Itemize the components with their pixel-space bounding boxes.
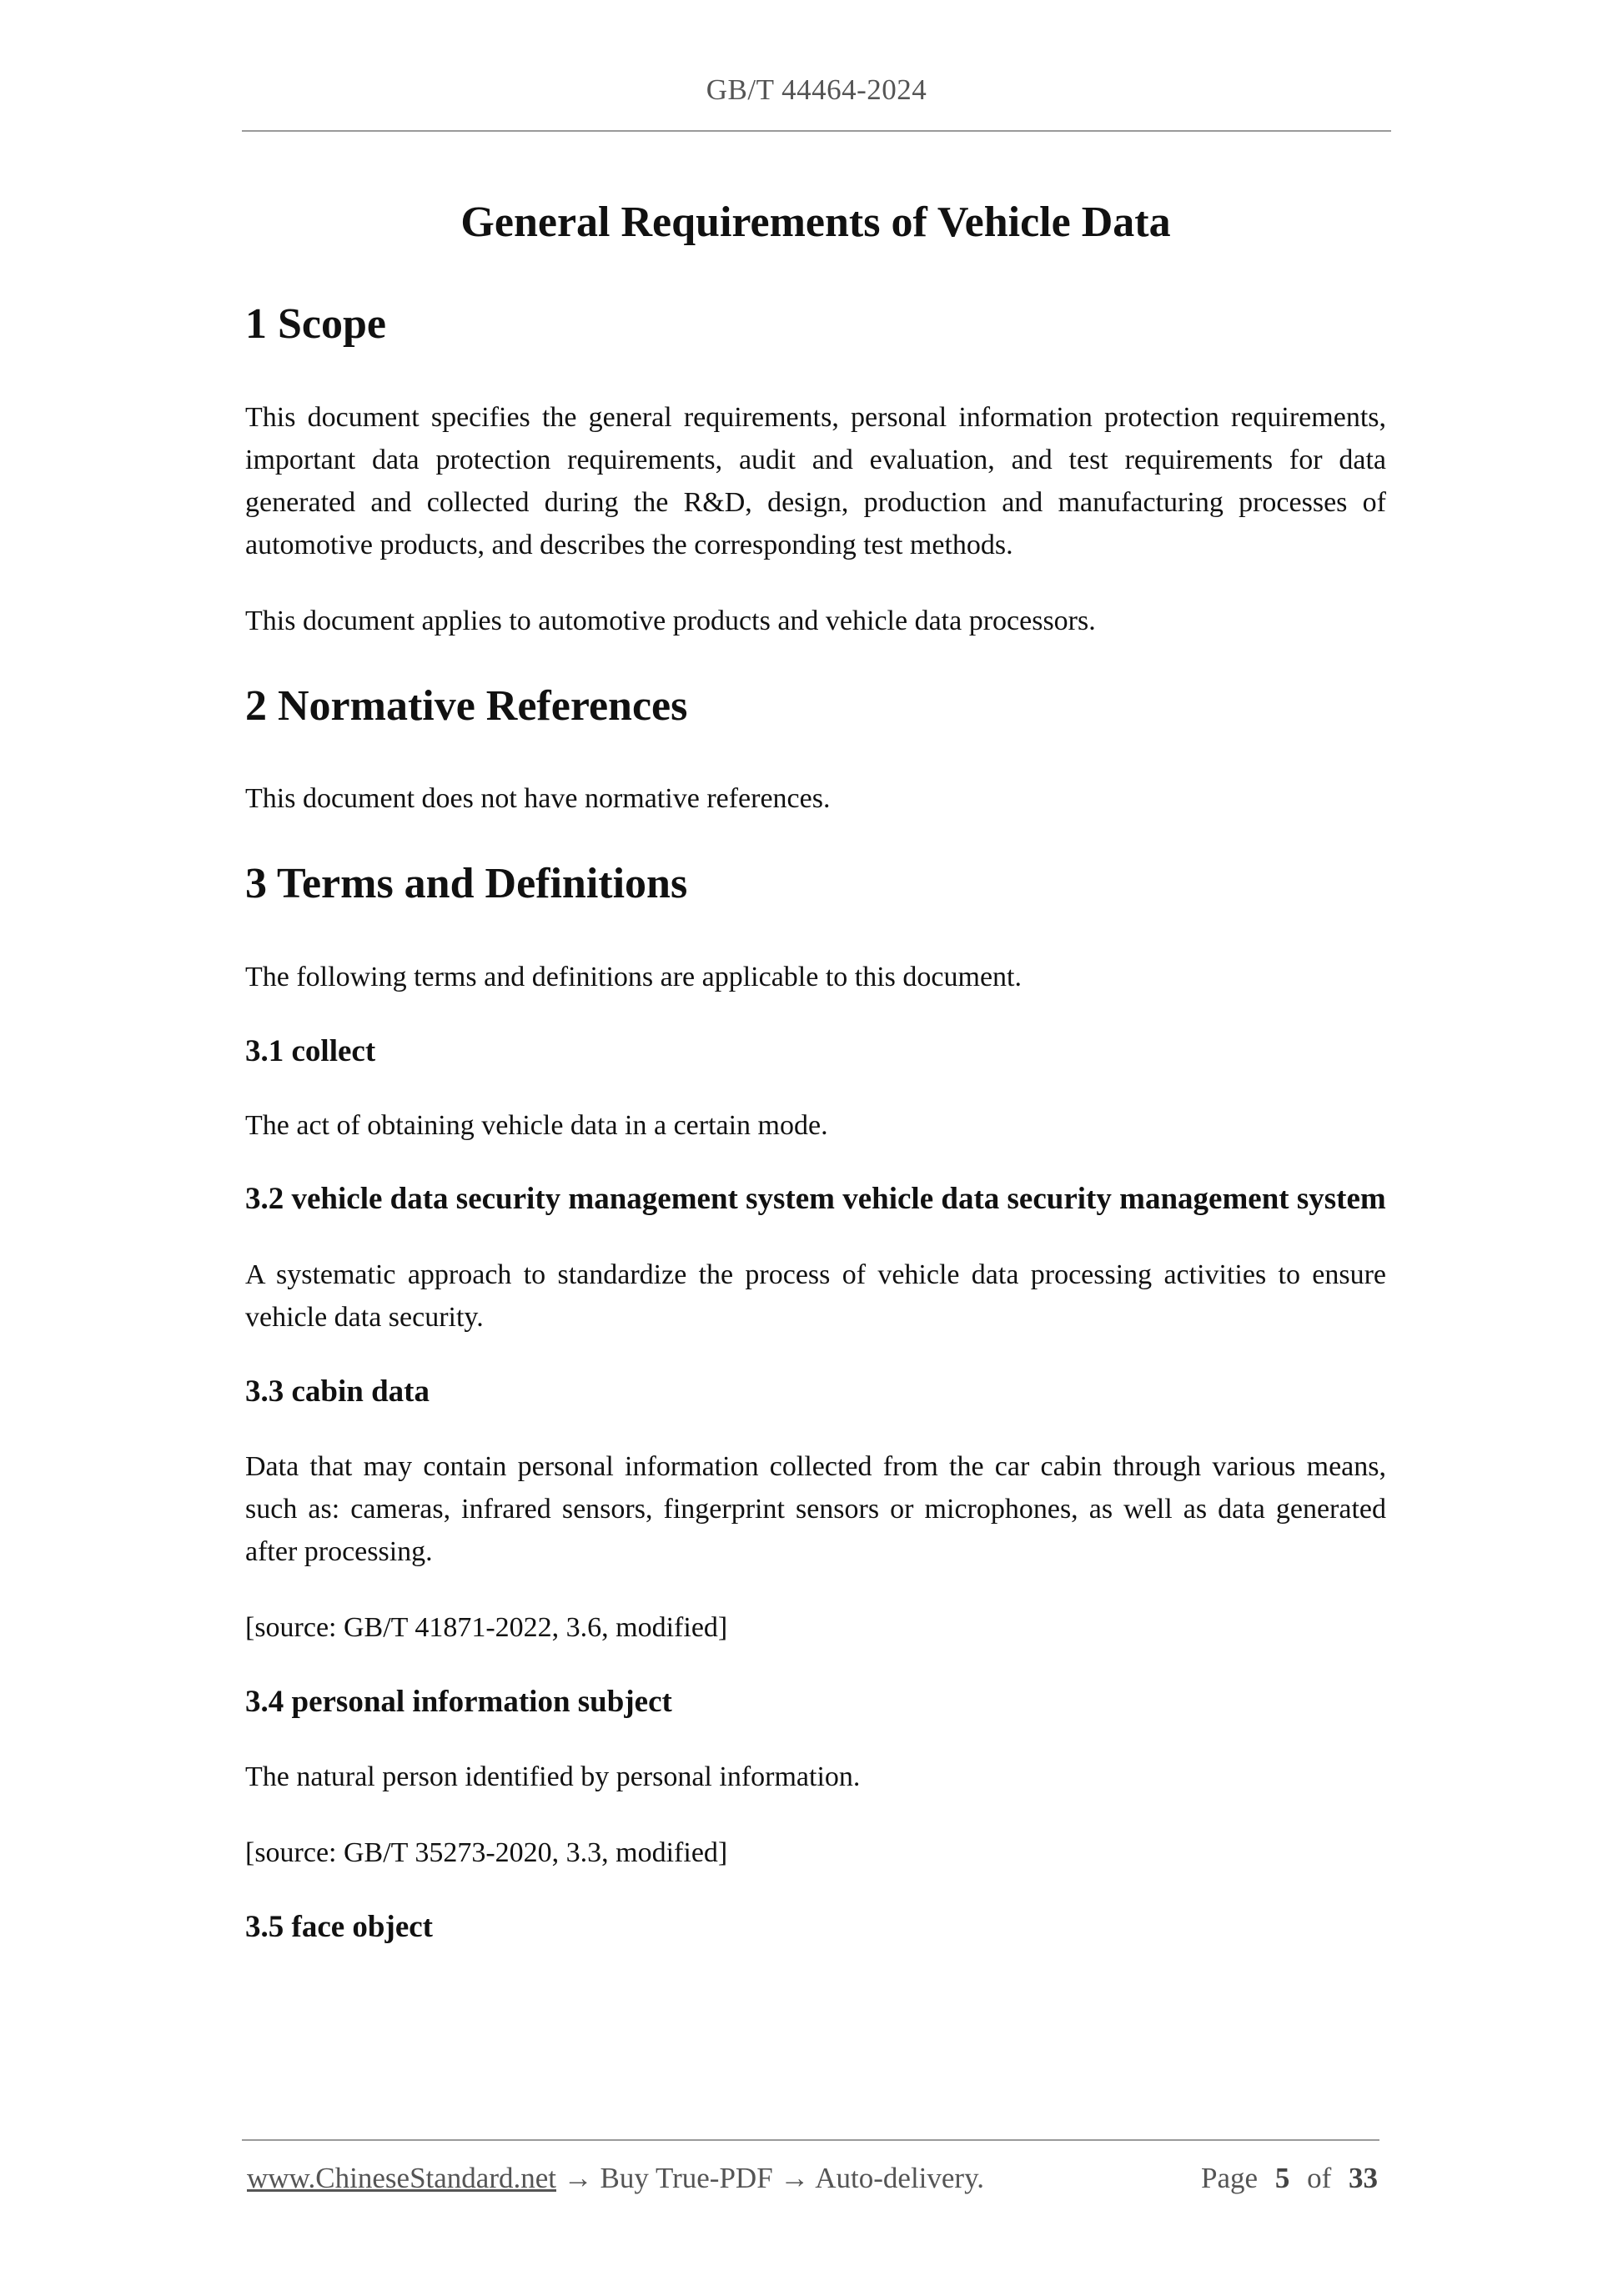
- document-title: General Requirements of Vehicle Data: [460, 198, 1171, 246]
- footer-divider: [242, 2139, 1379, 2141]
- term-source-cabin-data: [source: GB/T 41871-2022, 3.6, modified]: [245, 1612, 728, 1644]
- chinesestandard-link[interactable]: www.ChineseStandard.net: [247, 2162, 556, 2194]
- page-indicator: [1201, 2162, 1378, 2195]
- section-heading-scope: 1 Scope: [245, 300, 386, 349]
- scope-paragraph-1: This document specifies the general requirements, personal information protection requirements, important data protection requirements, audit and evaluation, and test requirements for data generated and collected during the R&D, design, production and manufacturing processes of automotive products, and describes the corresponding test methods.: [245, 401, 1386, 560]
- buy-true-pdf-text: Buy True-PDF: [600, 2162, 773, 2194]
- arrow-right-icon: →: [563, 2162, 593, 2194]
- term-definition-personal-info-subject: The natural person identified by personal information.: [245, 1761, 861, 1792]
- page-footer: [247, 2162, 1378, 2195]
- page-content: [245, 192, 1386, 1949]
- header-divider: [242, 130, 1391, 132]
- term-heading-personal-info-subject: 3.4 personal information subject: [245, 1685, 672, 1720]
- term-heading-face-object: 3.5 face object: [245, 1909, 433, 1944]
- term-definition-collect: The act of obtaining vehicle data in a certain mode.: [245, 1110, 828, 1142]
- term-definition-cabin-data: Data that may contain personal information collected from the car cabin through various means, such as: cameras, infrared sensors, fingerprint sensors or microphones, as well as data generated after processing.: [245, 1451, 1386, 1568]
- terms-intro-paragraph: The following terms and definitions are applicable to this document.: [245, 961, 1022, 992]
- term-heading-vdsms: 3.2 vehicle data security management system vehicle data security management system: [245, 1182, 1386, 1217]
- section-heading-normative-references: 2 Normative References: [245, 681, 688, 730]
- auto-delivery-text: Auto-delivery.: [815, 2162, 985, 2194]
- scope-paragraph-2: This document applies to automotive products and vehicle data processors.: [245, 605, 1096, 636]
- term-heading-collect: 3.1 collect: [245, 1033, 376, 1068]
- term-heading-cabin-data: 3.3 cabin data: [245, 1374, 430, 1409]
- page-label: Page: [1201, 2162, 1259, 2194]
- term-definition-vdsms: A systematic approach to standardize the process of vehicle data processing activities to ensure vehicle data security.: [245, 1259, 1386, 1334]
- document-code-header: GB/T 44464-2024: [706, 73, 927, 106]
- arrow-right-icon: →: [780, 2162, 810, 2194]
- normative-references-paragraph: This document does not have normative references.: [245, 783, 831, 815]
- of-label: of: [1307, 2162, 1332, 2194]
- section-heading-terms-definitions: 3 Terms and Definitions: [245, 860, 688, 908]
- term-source-personal-info-subject: [source: GB/T 35273-2020, 3.3, modified]: [245, 1836, 728, 1868]
- current-page-number: 5: [1274, 2162, 1290, 2194]
- total-pages-number: 33: [1349, 2162, 1378, 2194]
